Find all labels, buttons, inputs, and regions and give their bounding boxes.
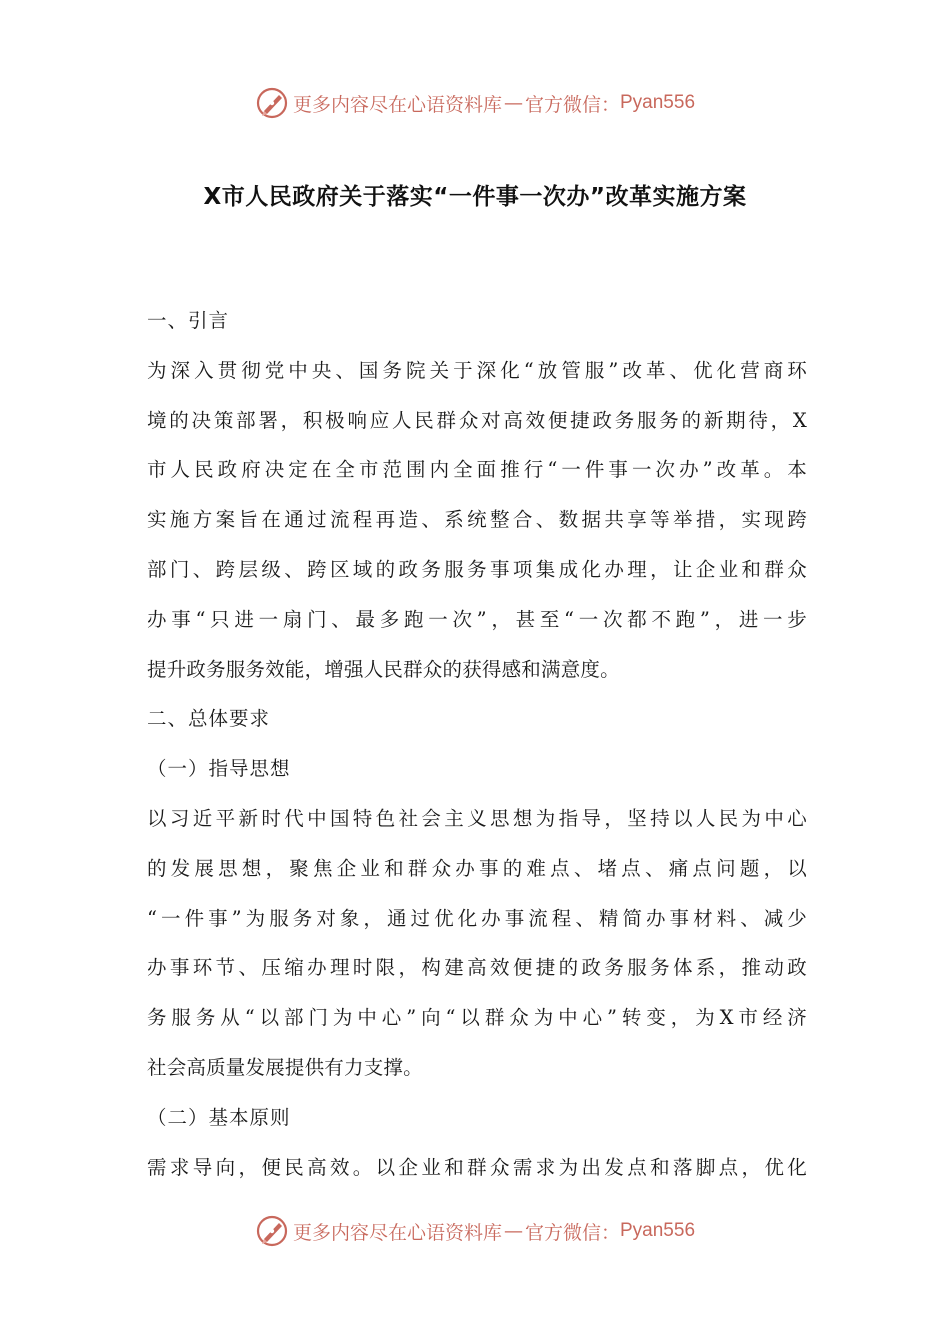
document-title: X市人民政府关于落实“一件事一次办”改革实施方案 bbox=[203, 184, 747, 210]
watermark-separator: — bbox=[503, 1220, 523, 1242]
section-heading: 一、引言 bbox=[147, 309, 230, 332]
section-heading: （二）基本原则 bbox=[147, 1105, 291, 1129]
watermark-text: 更多内容尽在心语资料库 bbox=[292, 1221, 502, 1244]
watermark-contact: 官方微信： bbox=[524, 1221, 620, 1244]
paragraph-line: 以习近平新时代中国特色社会主义思想为指导，坚持以人民为中心 bbox=[147, 806, 807, 830]
watermark-header bbox=[0, 83, 950, 123]
pen-logo-icon bbox=[255, 86, 289, 120]
paragraph-line: 办事环节、压缩办理时限，构建高效便捷的政务服务体系，推动政 bbox=[147, 956, 807, 980]
document-body bbox=[147, 296, 807, 1192]
paragraph-line: 务服务从“以部门为中心”向“以群众为中心”转变，为X市经济 bbox=[147, 1006, 807, 1030]
paragraph-line: 境的决策部署，积极响应人民群众对高效便捷政务服务的新期待，X bbox=[147, 408, 807, 432]
paragraph-line: 办事“只进一扇门、最多跑一次”，甚至“一次都不跑”，进一步 bbox=[147, 607, 807, 631]
paragraph-line: 为深入贯彻党中央、国务院关于深化“放管服”改革、优化营商环 bbox=[147, 358, 807, 382]
watermark-text: 更多内容尽在心语资料库 bbox=[292, 93, 502, 116]
watermark-footer bbox=[0, 1211, 950, 1251]
paragraph-line: 市人民政府决定在全市范围内全面推行“一件事一次办”改革。本 bbox=[147, 458, 807, 482]
watermark-account: Pyan556 bbox=[620, 1220, 696, 1241]
paragraph-line: 实施方案旨在通过流程再造、系统整合、数据共享等举措，实现跨 bbox=[147, 508, 807, 532]
pen-logo-icon bbox=[255, 1214, 289, 1248]
paragraph-line: 需求导向，便民高效。以企业和群众需求为出发点和落脚点，优化 bbox=[147, 1155, 807, 1179]
paragraph-line: 提升政务服务效能，增强人民群众的获得感和满意度。 bbox=[147, 657, 620, 681]
watermark-contact: 官方微信： bbox=[524, 93, 620, 116]
paragraph-line: 的发展思想，聚焦企业和群众办事的难点、堵点、痛点问题，以 bbox=[147, 856, 807, 880]
section-heading: 二、总体要求 bbox=[147, 707, 271, 731]
paragraph-line: 部门、跨层级、跨区域的政务服务事项集成化办理，让企业和群众 bbox=[147, 557, 807, 581]
watermark-account: Pyan556 bbox=[620, 92, 696, 113]
section-heading: （一）指导思想 bbox=[147, 757, 291, 781]
watermark-separator: — bbox=[503, 92, 523, 114]
paragraph-line: 社会高质量发展提供有力支撑。 bbox=[147, 1055, 423, 1079]
paragraph-line: “一件事”为服务对象，通过优化办事流程、精简办事材料、减少 bbox=[147, 906, 807, 930]
